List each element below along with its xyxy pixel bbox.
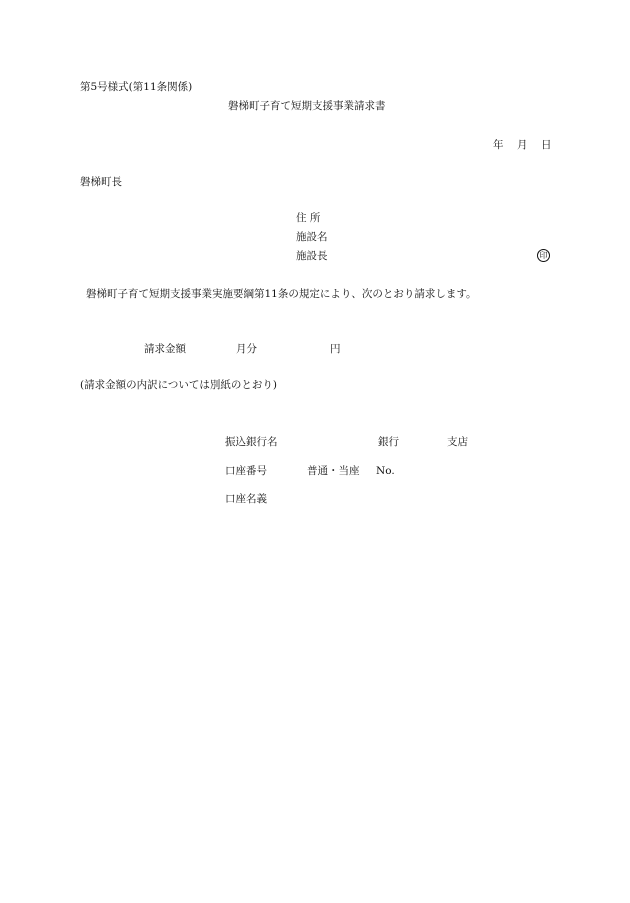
breakdown-note: (請求金額の内訳については別紙のとおり) <box>80 379 277 391</box>
body-text: 磐梯町子育て短期支援事業実施要綱第11条の規定により、次のとおり請求します。 <box>86 288 477 300</box>
bank-suffix: 銀行 <box>378 436 399 448</box>
claim-amount-label: 請求金額 <box>144 343 186 355</box>
claim-yen-label: 円 <box>330 343 341 355</box>
address-label: 住 所 <box>296 212 321 224</box>
branch-suffix: 支店 <box>447 436 468 448</box>
account-number-prefix: No. <box>376 465 395 477</box>
account-holder-label: 口座名義 <box>225 493 267 505</box>
date-day-label: 日 <box>541 139 552 151</box>
addressee: 磐梯町長 <box>80 176 122 188</box>
facility-name-label: 施設名 <box>296 231 328 243</box>
seal-mark: 印 <box>537 249 550 262</box>
form-number: 第5号様式(第11条関係) <box>80 81 193 93</box>
bank-name-label: 振込銀行名 <box>225 436 278 448</box>
claim-month-label: 月分 <box>236 343 257 355</box>
date-year-label: 年 <box>493 139 504 151</box>
date-month-label: 月 <box>517 139 528 151</box>
facility-head-label: 施設長 <box>296 250 328 262</box>
account-number-label: 口座番号 <box>225 465 267 477</box>
page-title: 磐梯町子育て短期支援事業請求書 <box>228 100 386 112</box>
account-type: 普通・当座 <box>307 465 360 477</box>
